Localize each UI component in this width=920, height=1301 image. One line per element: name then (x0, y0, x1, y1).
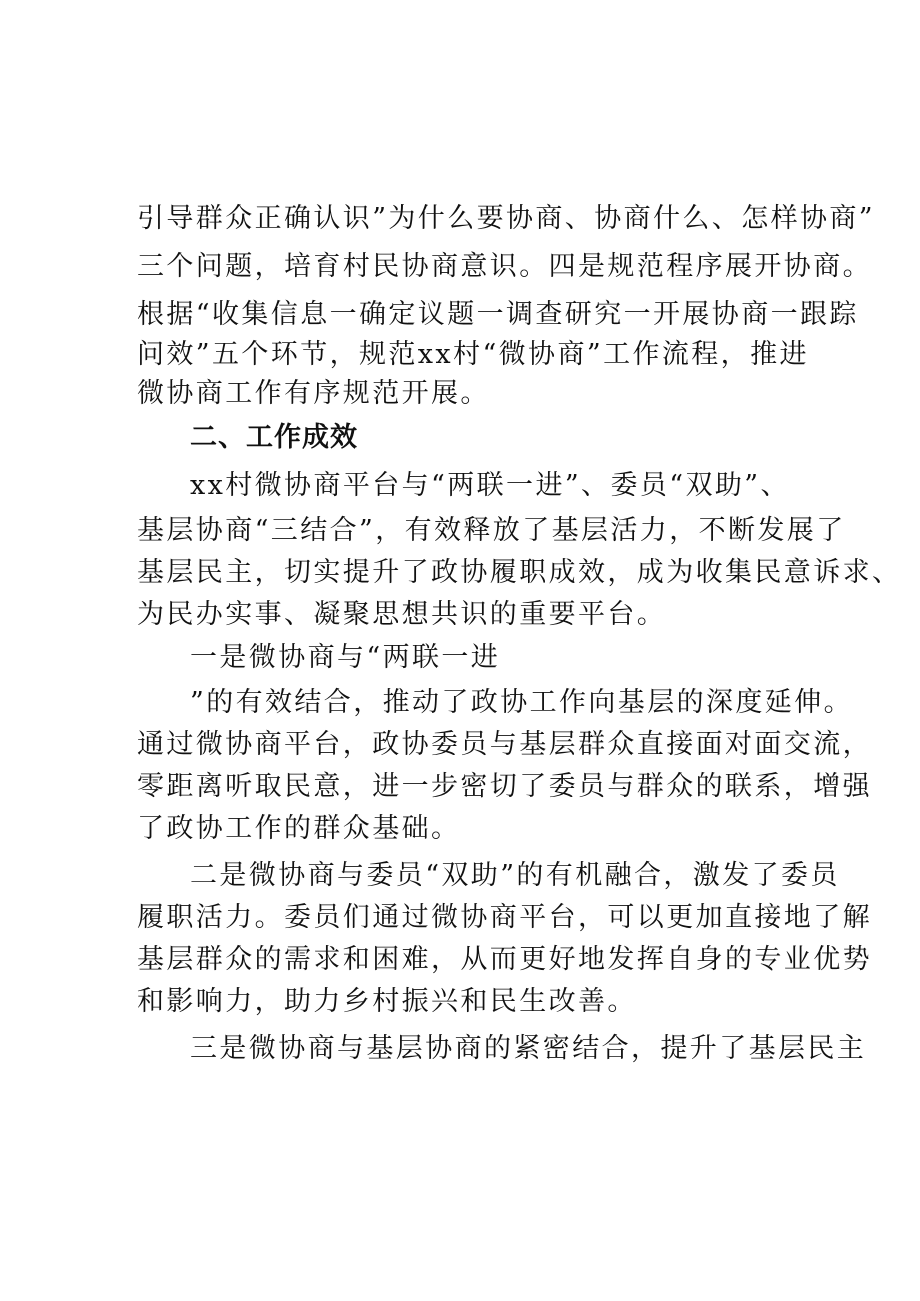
body-line: 通过微协商平台，政协委员与基层群众直接面对面交流， (137, 729, 872, 760)
body-line: 引导群众正确认识”为什么要协商、协商什么、怎样协商” (137, 203, 876, 234)
body-line: 了政协工作的群众基础。 (137, 813, 461, 844)
body-line: 为民办实事、凝聚思想共识的重要平台。 (137, 599, 667, 630)
body-line: 根据“收集信息一确定议题一调查研究一开展协商一跟踪 (137, 299, 859, 330)
body-line: 一是微协商与“两联一进 (190, 642, 501, 673)
body-line: xx村微协商平台与“两联一进”、委员“双助”、 (190, 470, 790, 501)
body-line: ”的有效结合，推动了政协工作向基层的深度延伸。 (190, 687, 854, 718)
body-line: 微协商工作有序规范开展。 (137, 378, 490, 409)
section-heading: 二、工作成效 (190, 422, 358, 453)
body-line: 三个问题，培育村民协商意识。四是规范程序展开协商。 (137, 251, 872, 282)
body-line: 三是微协商与基层协商的紧密结合，提升了基层民主 (190, 1033, 867, 1064)
body-line: 零距离听取民意，进一步密切了委员与群众的联系，增强 (137, 771, 872, 802)
body-line: 履职活力。委员们通过微协商平台，可以更加直接地了解 (137, 902, 872, 933)
body-line: 和影响力，助力乡村振兴和民生改善。 (137, 986, 637, 1017)
body-line: 问效”五个环节，规范xx村“微协商”工作流程，推进 (137, 339, 809, 370)
body-line: 二是微协商与委员“双助”的有机融合，激发了委员 (190, 860, 840, 891)
body-line: 基层协商“三结合”，有效释放了基层活力，不断发展了 (137, 515, 846, 546)
body-line: 基层民主，切实提升了政协履职成效，成为收集民意诉求、 (137, 557, 902, 588)
body-line: 基层群众的需求和困难，从而更好地发挥自身的专业优势 (137, 944, 872, 975)
